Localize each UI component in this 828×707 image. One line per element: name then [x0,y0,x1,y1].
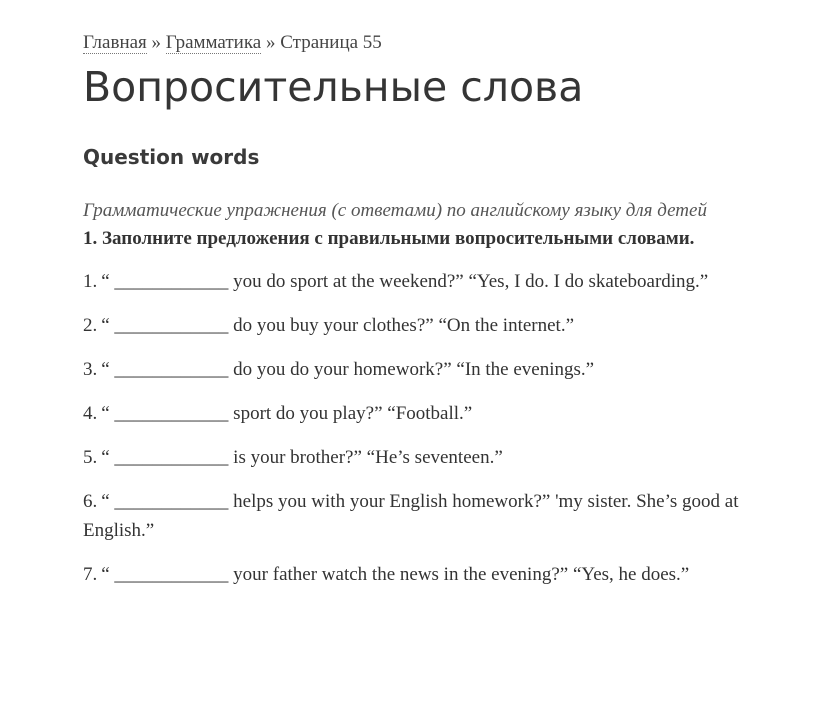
exercise-number: 3. [83,359,98,380]
exercise-text: “ ____________ is your brother?” “He’s seventeen.” [101,447,503,468]
page-subtitle: Question words [83,145,260,169]
article-content [83,30,783,589]
exercise-item [83,443,773,472]
exercise-number: 7. [83,564,98,585]
exercise-text: “ ____________ do you buy your clothes?” “On the internet.” [101,315,575,336]
exercise-number: 4. [83,403,98,424]
exercise-text: “ ____________ do you do your homework?” “In the evenings.” [101,359,595,380]
exercise-text: “ ____________ your father watch the news in the evening?” “Yes, he does.” [101,564,690,585]
breadcrumb-grammar-link[interactable]: Грамматика [165,32,262,53]
exercise-item [83,399,773,428]
breadcrumb-current-page: Страница 55 [280,32,382,53]
breadcrumb-separator: » [151,32,162,53]
exercise-text: “ ____________ you do sport at the weekend?” “Yes, I do. I do skateboarding.” [101,271,709,292]
exercise-item [83,487,773,545]
task-heading: 1. Заполните предложения с правильными вопросительными словами. [83,228,695,249]
exercise-item [83,267,773,296]
exercise-item [83,560,773,589]
intro-text: Грамматические упражнения (с ответами) по английскому языку для детей [83,200,707,221]
exercise-list [83,267,783,589]
page-title: Вопросительные слова [83,63,584,111]
exercise-number: 5. [83,447,98,468]
exercise-number: 2. [83,315,98,336]
breadcrumb-home-link[interactable]: Главная [83,32,147,53]
breadcrumb [83,30,783,56]
exercise-text: “ ____________ helps you with your English homework?” 'my sister. She’s good at English.” [83,491,739,541]
exercise-number: 1. [83,271,98,292]
breadcrumb-separator: » [265,32,276,53]
exercise-number: 6. [83,491,98,512]
exercise-item [83,355,773,384]
exercise-text: “ ____________ sport do you play?” “Football.” [101,403,473,424]
exercise-item [83,311,773,340]
